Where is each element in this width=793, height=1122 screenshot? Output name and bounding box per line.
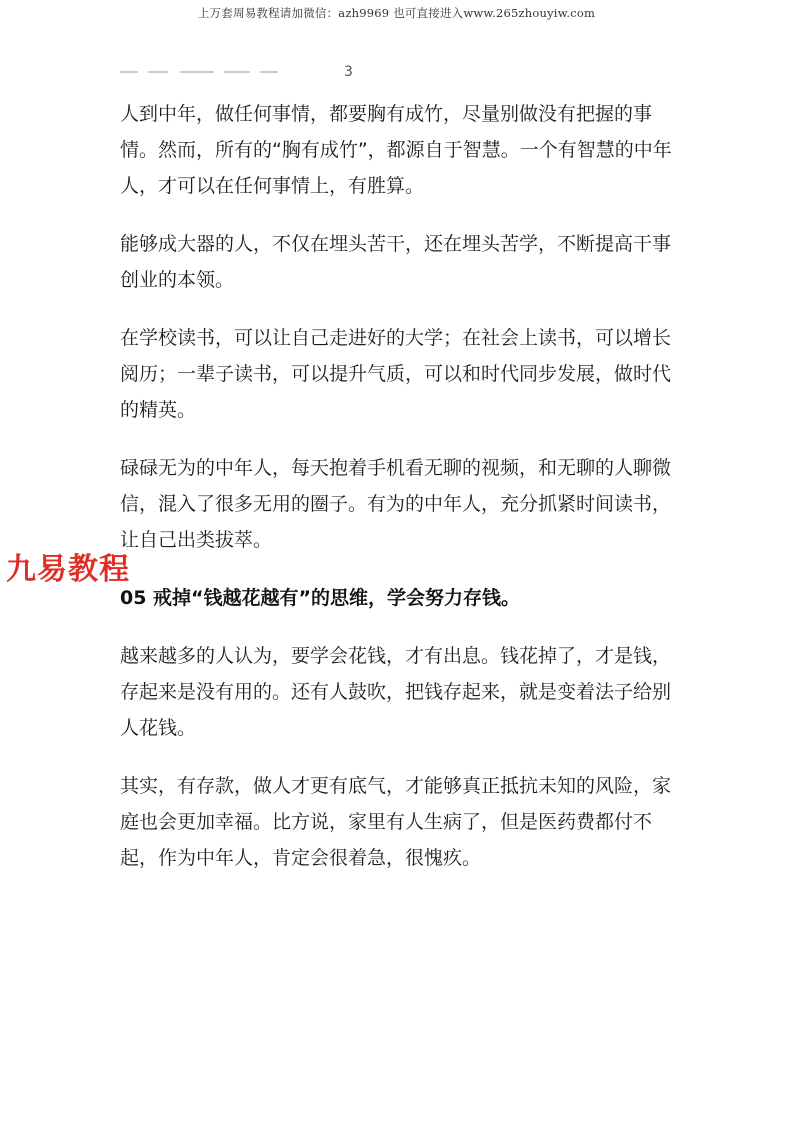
watermark-logo: 九易教程: [6, 552, 130, 587]
header-notice: 上万套周易教程请加微信：azh9969 也可直接进入www.265zhouyiw.com: [197, 6, 596, 20]
section-heading-05: 05 戒掉“钱越花越有”的思维，学会努力存钱。: [120, 587, 521, 609]
residue-mark: [224, 71, 250, 73]
residue-mark: [180, 71, 214, 73]
paragraph-5: 越来越多的人认为，要学会花钱，才有出息。钱花掉了，才是钱，存起来是没有用的。还有人鼓吹，把钱存起来，就是变着法子给别人花钱。: [120, 645, 672, 739]
residue-glyph: 3: [344, 64, 353, 80]
paragraph-1: 人到中年，做任何事情，都要胸有成竹，尽量别做没有把握的事情。然而，所有的“胸有成竹”，都源自于智慧。一个有智慧的中年人，才可以在任何事情上，有胜算。: [120, 103, 672, 197]
residue-mark: [148, 71, 168, 73]
residue-mark: [260, 71, 278, 73]
paragraph-3: 在学校读书，可以让自己走进好的大学；在社会上读书，可以增长阅历；一辈子读书，可以提升气质，可以和时代同步发展，做时代的精英。: [120, 327, 672, 421]
paragraph-2: 能够成大器的人，不仅在埋头苦干，还在埋头苦学，不断提高干事创业的本领。: [120, 233, 672, 291]
cropped-line-residue: [120, 66, 360, 80]
residue-mark: [120, 71, 138, 73]
paragraph-4: 碌碌无为的中年人，每天抱着手机看无聊的视频，和无聊的人聊微信，混入了很多无用的圈子。有为的中年人，充分抓紧时间读书，让自己出类拔萃。: [120, 457, 672, 551]
paragraph-6: 其实，有存款，做人才更有底气，才能够真正抵抗未知的风险，家庭也会更加幸福。比方说，家里有人生病了，但是医药费都付不起，作为中年人，肯定会很着急，很愧疚。: [120, 775, 672, 869]
article-body: [120, 96, 680, 876]
